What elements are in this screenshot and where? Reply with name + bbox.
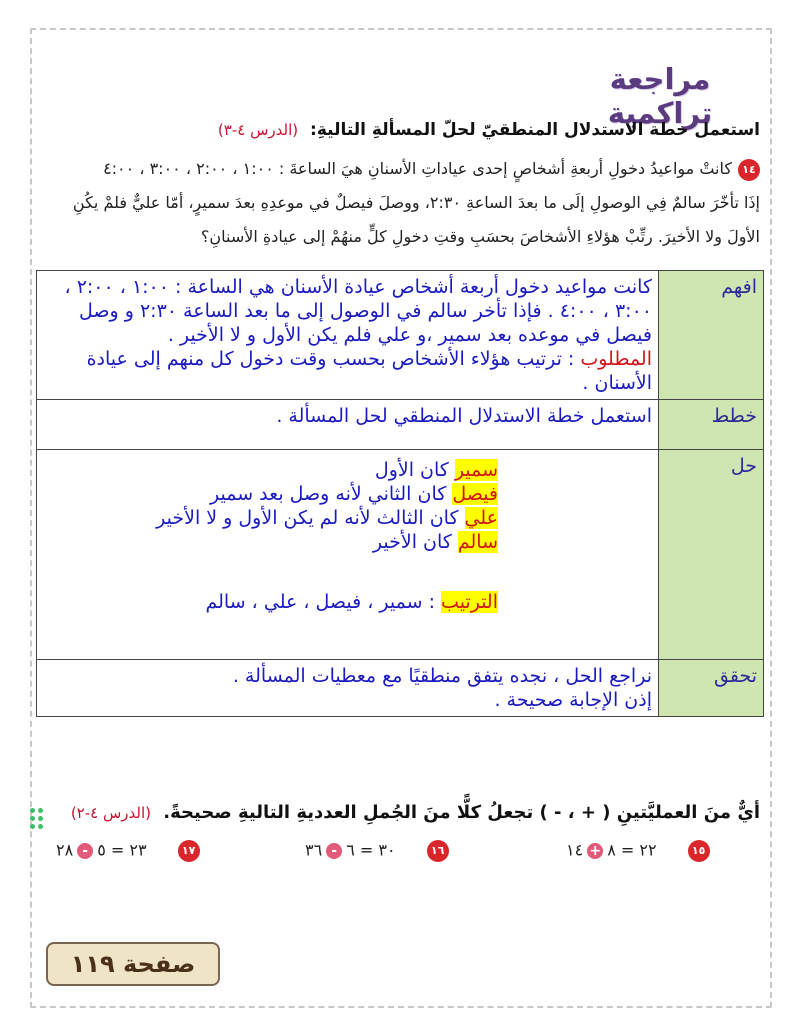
problem-line-1 xyxy=(40,152,760,186)
equation-17: ٢٣ = ٥-٢٨ ١٧ xyxy=(56,840,200,862)
solve-row-text: كان الثاني لأنه وصل بعد سمير xyxy=(210,483,453,505)
solve-cell xyxy=(37,450,659,660)
equation-15: ٢٢ = ٨+١٤ ١٥ xyxy=(566,840,710,862)
understand-text: كانت مواعيد دخول أربعة أشخاص عيادة الأسنان هي الساعة : ١:٠٠ ، ٢:٠٠ ، ٣:٠٠ ، ٤:٠٠ . فإذا تأخر سالم في الوصول إلى ما بعد الساعة ٢:٣٠ و وصل فيصل في موعده بعد سمير ،و علي فلم يكن الأول و لا الأخير . xyxy=(64,276,652,346)
minus-op: - xyxy=(326,843,342,859)
required-label: المطلوب xyxy=(580,348,652,370)
solve-label: حل xyxy=(659,450,764,660)
required-line xyxy=(43,347,652,395)
name-highlight: فيصل xyxy=(452,483,498,505)
lesson-ref: (الدرس ٤-٢) xyxy=(70,804,152,822)
solution-table xyxy=(36,270,764,717)
table-row xyxy=(37,271,764,400)
solve-row xyxy=(43,506,498,530)
name-highlight: سمير xyxy=(454,459,498,481)
eq-b: ٥ xyxy=(97,840,106,860)
order-label: الترتيب xyxy=(441,591,498,613)
lesson-ref: (الدرس ٤-٣) xyxy=(217,121,299,139)
table-row xyxy=(37,400,764,450)
section2-text: أيٌّ منَ العمليَّتينِ ( + ، - ) تجعلُ كلًّا منَ الجُملِ العدديةِ التاليةِ صحيحةً. xyxy=(163,802,760,823)
eq-b: ٨ xyxy=(607,840,616,860)
check-line-1: نراجع الحل ، نجده يتفق منطقيًا مع معطيات المسألة . xyxy=(232,665,652,687)
order-line xyxy=(43,590,498,614)
eq-number: ١٥ xyxy=(688,840,710,862)
plus-op: + xyxy=(587,843,603,859)
eq-a: ١٤ xyxy=(566,840,584,860)
understand-cell xyxy=(37,271,659,400)
solve-row xyxy=(43,530,498,554)
check-label: تحقق xyxy=(659,660,764,717)
page-title: مراجعة تراكمية xyxy=(607,62,713,130)
plan-text: استعمل خطة الاستدلال المنطقي لحل المسألة . xyxy=(37,400,659,450)
problem-number: ١٤ xyxy=(738,159,760,181)
eq-number: ١٧ xyxy=(178,840,200,862)
dots-decoration xyxy=(30,808,46,834)
eq-b: ٦ xyxy=(346,840,355,860)
equation-16: ٣٠ = ٦-٣٦ ١٦ xyxy=(305,840,449,862)
table-row xyxy=(37,660,764,717)
name-highlight: سالم xyxy=(457,531,498,553)
solve-row-text: كان الأخير xyxy=(372,531,458,553)
problem-statement xyxy=(40,152,760,254)
order-text: : سمير ، فيصل ، علي ، سالم xyxy=(205,591,442,613)
plan-label: خطط xyxy=(659,400,764,450)
solve-row xyxy=(43,458,498,482)
solve-row xyxy=(43,482,498,506)
problem-line-2: إذَا تأخّرَ سالمٌ فِي الوصولِ إلَى ما بعدَ الساعةِ ٢:٣٠، ووصلَ فيصلٌ في موعدِهِ بعدَ سميرٍ، أمّا عليٌّ فلمْ يكُنِ xyxy=(72,193,760,212)
instruction-text: استعمل خطة الاستدلال المنطقيّ لحلّ المسألةِ التاليةِ: xyxy=(310,120,760,140)
problem-line-1-text: كانتْ مواعيدُ دخولِ أربعةِ أشخاصٍ إحدى عياداتِ الأسنانِ هيَ الساعةَ : ١:٠٠ ، ٢:٠٠ ، ٣:٠٠ ، ٤:٠٠ xyxy=(103,159,732,178)
instruction xyxy=(218,120,760,140)
eq-a: ٢٨ xyxy=(56,840,74,860)
eq-result: ٣٠ xyxy=(378,840,396,860)
page-number: صفحة ١١٩ xyxy=(46,942,220,986)
minus-op: - xyxy=(77,843,93,859)
solve-row-text: كان الأول xyxy=(374,459,455,481)
check-cell xyxy=(37,660,659,717)
eq-result: ٢٣ xyxy=(129,840,147,860)
problem-line-3: الأولَ ولا الأخيرَ. رتِّبْ هؤلاءِ الأشخاصَ بحسَبِ وقتِ دخولِ كلٍّ منهُمْ إلى عيادةِ الأسنانِ؟ xyxy=(200,227,760,246)
required-text: : ترتيب هؤلاء الأشخاص بحسب وقت دخول كل منهم إلى عيادة الأسنان . xyxy=(86,348,652,394)
table-row xyxy=(37,450,764,660)
section2-heading xyxy=(71,802,760,823)
understand-label: افهم xyxy=(659,271,764,400)
check-line-2: إذن الإجابة صحيحة . xyxy=(494,689,652,711)
name-highlight: علي xyxy=(464,507,498,529)
solve-row-text: كان الثالث لأنه لم يكن الأول و لا الأخير xyxy=(156,507,465,529)
eq-number: ١٦ xyxy=(427,840,449,862)
eq-result: ٢٢ xyxy=(639,840,657,860)
eq-a: ٣٦ xyxy=(305,840,323,860)
